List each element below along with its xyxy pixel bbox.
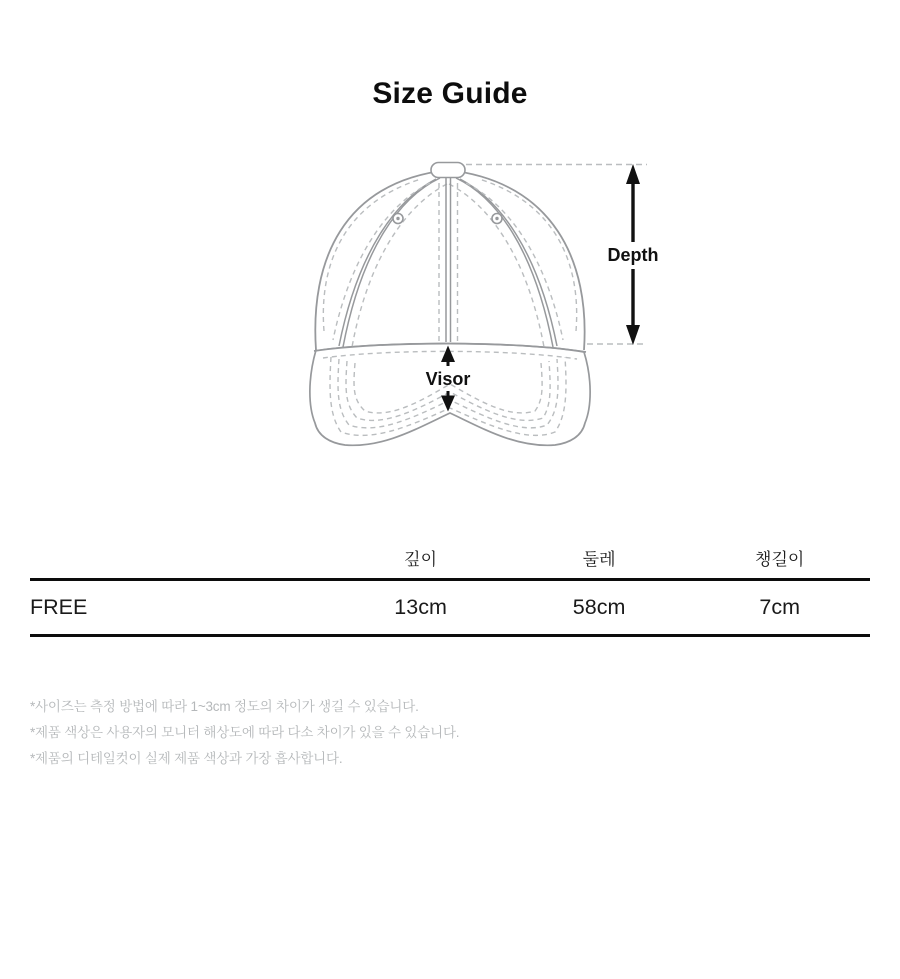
visor-length-value: 7cm [759, 595, 800, 619]
cap-button [431, 163, 465, 178]
size-table [30, 537, 870, 637]
cap-crown [314, 163, 586, 360]
page-title: Size Guide [372, 77, 528, 110]
footnote: *사이즈는 측정 방법에 따라 1~3cm 정도의 차이가 생길 수 있습니다. [30, 699, 419, 714]
depth-arrow [608, 164, 659, 345]
size-table-header-row [30, 537, 870, 581]
right-eyelet [492, 214, 502, 224]
left-eyelet [393, 214, 403, 224]
arrow-up-icon [626, 164, 640, 184]
depth-value: 13cm [394, 595, 447, 619]
footnote: *제품 색상은 사용자의 모니터 해상도에 따라 다소 차이가 있을 수 있습니다. [30, 725, 460, 740]
arrow-down-icon [626, 325, 640, 345]
table-row [30, 581, 870, 637]
circumference-value: 58cm [572, 595, 626, 619]
size-value: FREE [30, 595, 88, 619]
footnote: *제품의 디테일컷이 실제 제품 색상과 가장 흡사합니다. [30, 751, 343, 766]
table-header-circumference: 둘레 [582, 550, 616, 569]
footnotes [30, 699, 459, 777]
table-header-visor-length: 챙길이 [755, 550, 805, 569]
table-header-depth: 깊이 [404, 550, 438, 569]
depth-label: Depth [607, 245, 659, 265]
visor-label: Visor [425, 369, 471, 389]
